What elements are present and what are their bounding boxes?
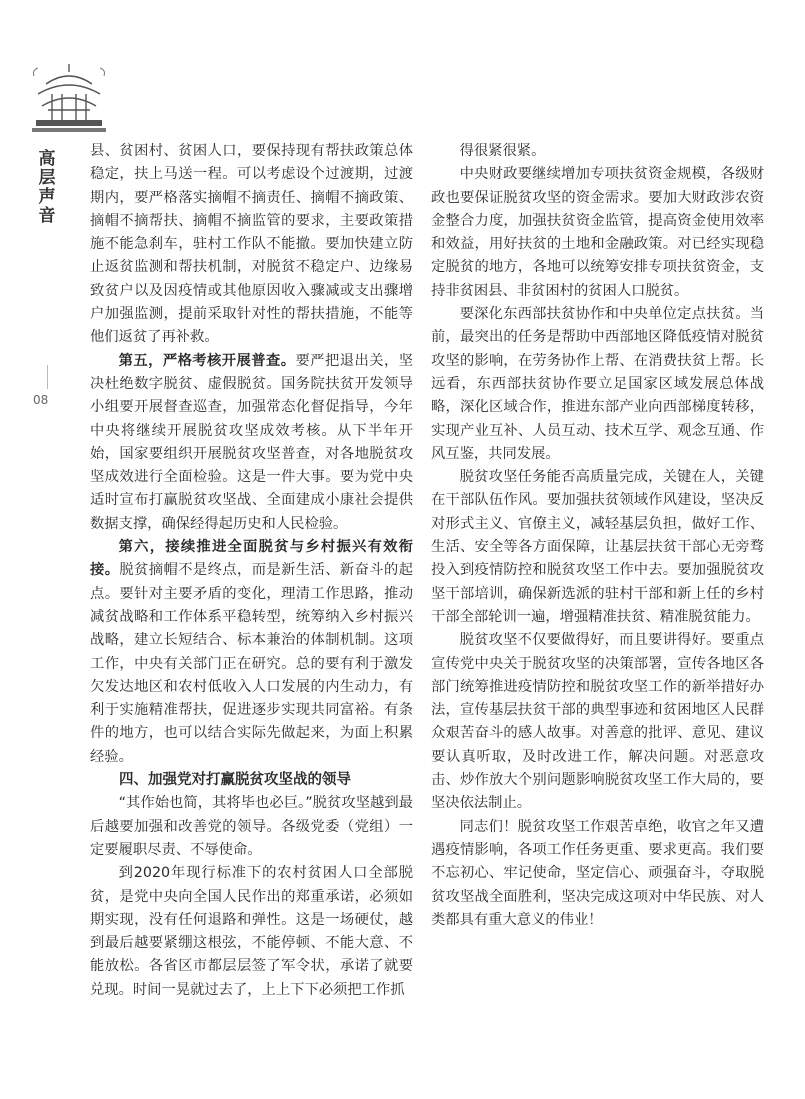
paragraph-lead: 第五，严格考核开展普查。 [118,352,296,369]
paragraph: “其作始也简，其将毕也必巨。”脱贫攻坚越到最后越要加强和改善党的领导。各级党委（党组）一定要履职尽责、不辱使命。 [90,795,413,858]
page-number-rule [47,365,48,389]
section-label-char: 层 [38,168,56,188]
paragraph: 同志们！脱贫攻坚工作艰苦卓绝，收官之年又遭遇疫情影响，各项工作任务更重、要求更高。我们要不忘初心、牢记使命，坚定信心、顽强奋斗，夺取脱贫攻坚战全面胜利，坚决完成这项对中华民族、对人类都具有重大意义的伟业！ [431,818,764,928]
paragraph [90,350,413,536]
section-label-char: 高 [38,149,56,169]
section-label [34,150,60,226]
paragraph: 脱贫攻坚任务能否高质量完成，关键在人，关键在干部队伍作风。要加强扶贫领域作风建设，坚决反对形式主义、官僚主义，减轻基层负担，做好工作、生活、安全等各方面保障，让基层扶贫干部心无旁骛投入到疫情防控和脱贫攻坚工作中去。要加强脱贫攻坚干部培训，确保新选派的驻村干部和新上任的乡村干部全部轮训一遍，增强精准扶贫、精准脱贫能力。 [431,469,764,625]
paragraph: 要深化东西部扶贫协作和中央单位定点扶贫。当前，最突出的任务是帮助中西部地区降低疫情对脱贫攻坚的影响，在劳务协作上帮、在消费扶贫上帮。长远看，东西部扶贫协作要立足国家区域发展总体战略，深化区域合作，推进东部产业向西部梯度转移，实现产业互补、人员互动、技术互学、观念互通、作风互鉴，共同发展。 [431,306,764,462]
paragraph: 县、贫困村、贫困人口，要保持现有帮扶政策总体稳定，扶上马送一程。可以考虑设个过渡期，过渡期内，要严格落实摘帽不摘责任、摘帽不摘政策、摘帽不摘帮扶、摘帽不摘监管的要求，主要政策措施不能急刹车，驻村工作队不能撤。要加快建立防止返贫监测和帮扶机制，对脱贫不稳定户、边缘易致贫户以及因疫情或其他原因收入骤减或支出骤增户加强监测，提前采取针对性的帮扶措施，不能等他们返贫了再补救。 [90,143,413,346]
paragraph: 到2020年现行标准下的农村贫困人口全部脱贫，是党中央向全国人民作出的郑重承诺，必须如期实现，没有任何退路和弹性。这是一场硬仗，越到最后越要紧绷这根弦，不能停顿、不能大意、不能放松。各省区市都层层签了军令状，承诺了就要兑现。时间一晃就过去了，上上下下必须把工作抓 [90,865,413,998]
section-label-char: 声 [38,187,56,207]
right-column [431,140,764,932]
paragraph: 脱贫攻坚不仅要做得好，而且要讲得好。要重点宣传党中央关于脱贫攻坚的决策部署，宣传各地区各部门统筹推进疫情防控和脱贫攻坚工作的新举措好办法，宣传基层扶贫干部的典型事迹和贫困地区人民群众艰苦奋斗的感人故事。对善意的批评、意见、建议要认真听取，及时改进工作，解决问题。对恶意攻击、炒作放大个别问题影响脱贫攻坚工作大局的，要坚决依法制止。 [431,632,764,812]
section-label-char: 音 [38,206,56,226]
left-column [90,140,413,1002]
section-heading: 四、加强党对打赢脱贫攻坚战的领导 [119,772,351,789]
paragraph-body: 脱贫摘帽不是终点，而是新生活、新奋斗的起点。要针对主要矛盾的变化，理清工作思路，推动减贫战略和工作体系平稳转型，统筹纳入乡村振兴战略，建立长短结合、标本兼治的体制机制。这项工作，中央有关部门正在研究。总的要有利于激发欠发达地区和农村低收入人口发展的内生动力，有利于实施精准帮扶，促进逐步实现共同富裕。有条件的地方，也可以结合实际先做起来，为面上积累经验。 [90,562,414,765]
paragraph-lead: 第六，接续推进全面脱贫与乡村振兴有效衔接。 [90,539,413,579]
paragraph: 中央财政要继续增加专项扶贫资金规模，各级财政也要保证脱贫攻坚的资金需求。要加大财政涉农资金整合力度，加强扶贫资金监管，提高资金使用效率和效益，用好扶贫的土地和金融政策。对已经实现稳定脱贫的地方，各地可以统筹安排专项扶贫资金，支持非贫困县、非贫困村的贫困人口脱贫。 [431,166,764,299]
paragraph [90,536,413,769]
paragraph-body: 要严把退出关，坚决杜绝数字脱贫、虚假脱贫。国务院扶贫开发领导小组要开展督查巡查，加强常态化督促指导，今年中央将继续开展脱贫攻坚成效考核。从下半年开始，国家要组织开展脱贫攻坚普查，对各地脱贫攻坚成效进行全面检验。这是一件大事。要为党中央适时宣布打赢脱贫攻坚战、全面建成小康社会提供数据支撑，确保经得起历史和人民检验。 [90,352,414,532]
page-number: 08 [33,393,49,407]
pavilion-logo [28,58,110,138]
paragraph: 得很紧很紧。 [459,143,546,159]
